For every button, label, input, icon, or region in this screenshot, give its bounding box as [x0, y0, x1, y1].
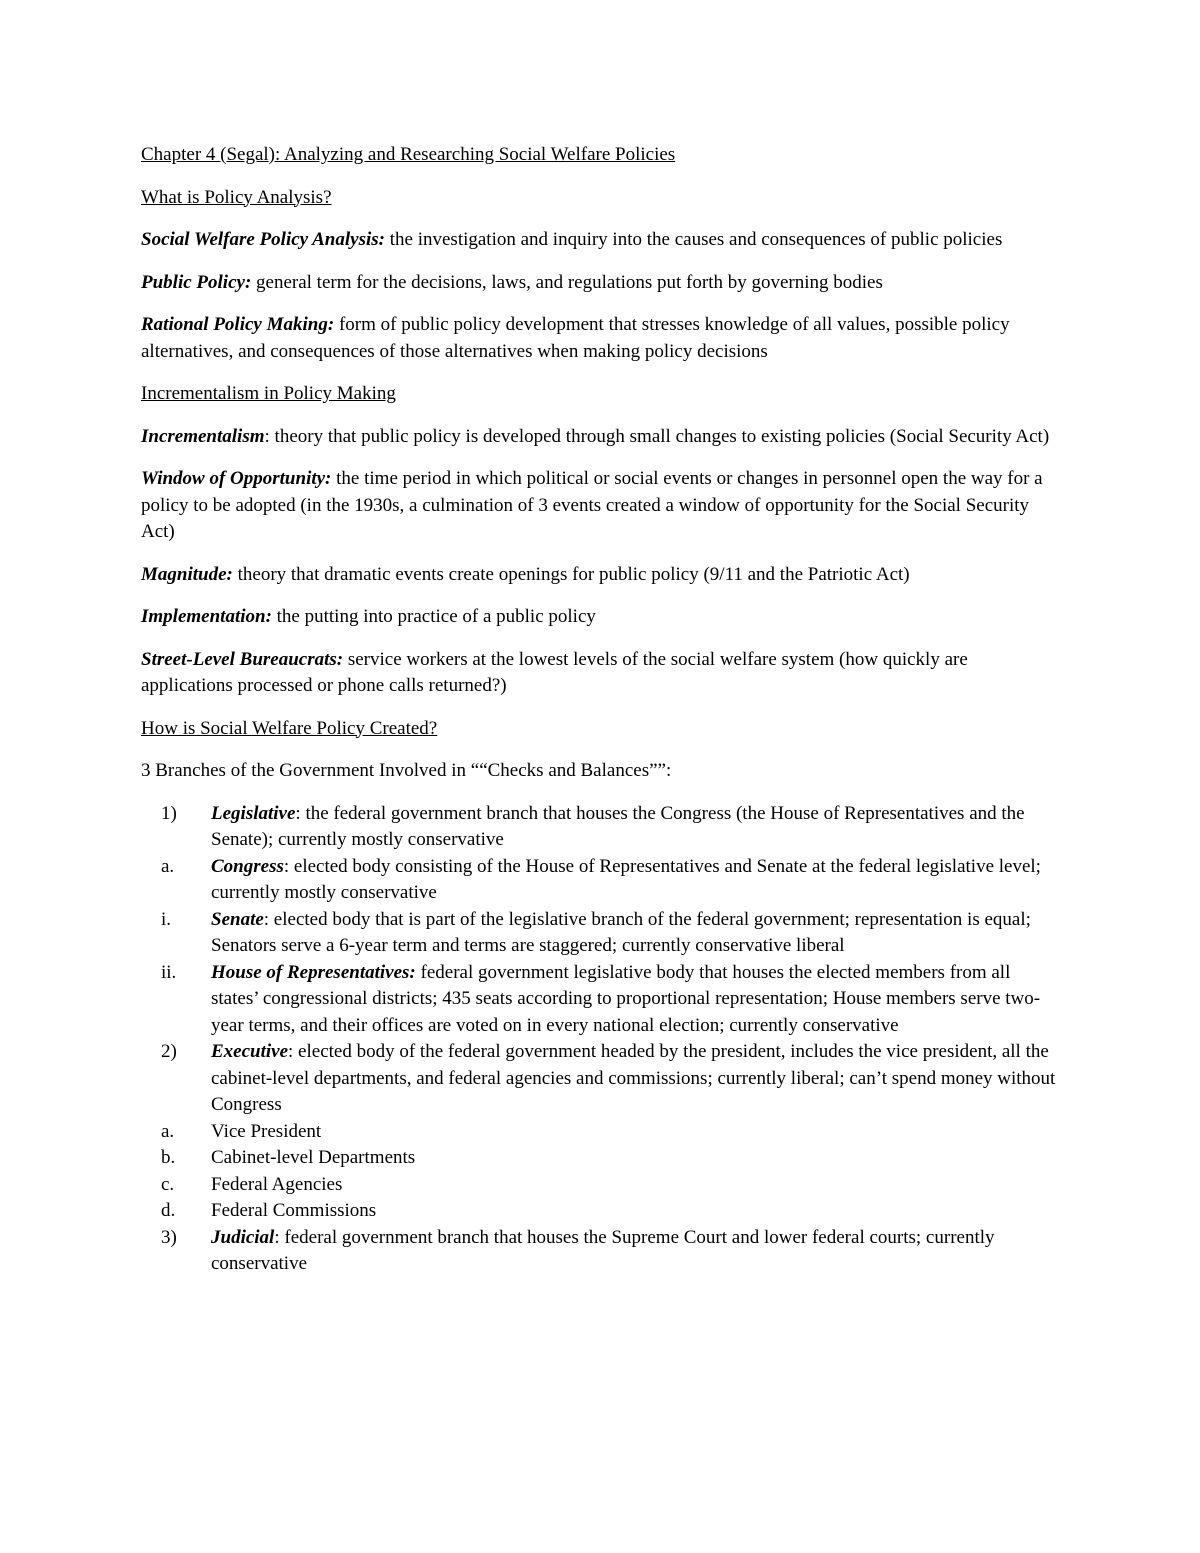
definition-street-level-bureaucrats: [141, 647, 1061, 700]
list-item-term: Executive: [211, 1041, 289, 1062]
list-marker: ii.: [161, 961, 177, 983]
definition-text: the time period in which political or social events or changes in personnel open the way for a policy to be adopted (in the 1930s, a culmination of 3 events created a window of opportunity for the Social Security Act): [141, 468, 1043, 542]
list-marker: a.: [161, 1120, 175, 1142]
definition-text: service workers at the lowest levels of the social welfare system (how quickly are applications processed or phone calls returned?): [141, 648, 968, 696]
list-item-text: : federal government branch that houses the Supreme Court and lower federal courts; currently conservative: [211, 1226, 995, 1274]
list-item-content: [211, 907, 1061, 960]
list-item-congress: [141, 854, 1061, 907]
definition-term: Rational Policy Making:: [141, 314, 335, 335]
section-heading-policy-analysis: What is Policy Analysis?: [141, 186, 332, 208]
list-item-cabinet: [141, 1145, 1061, 1172]
definition-text: the investigation and inquiry into the causes and consequences of public policies: [385, 229, 1003, 250]
section-heading-policy-created: How is Social Welfare Policy Created?: [141, 717, 438, 739]
document-page: [141, 142, 1061, 1278]
definition-text: theory that dramatic events create openings for public policy (9/11 and the Patriotic Act): [232, 563, 910, 585]
list-item-senate: [141, 907, 1061, 960]
definition-term: Window of Opportunity:: [141, 468, 332, 489]
list-item-commissions: [141, 1198, 1061, 1225]
definition-text: the putting into practice of a public policy: [271, 606, 596, 627]
list-item-legislative: [141, 801, 1061, 854]
definition-incrementalism: [141, 424, 1061, 451]
list-item-judicial: [141, 1225, 1061, 1278]
definition-rational-policy-making: [141, 312, 1061, 365]
section-heading-incrementalism: Incrementalism in Policy Making: [141, 383, 396, 404]
list-marker: 2): [161, 1041, 177, 1062]
definition-magnitude: [141, 562, 1061, 589]
list-marker: 1): [161, 802, 177, 824]
document-title: Chapter 4 (Segal): Analyzing and Researching Social Welfare Policies: [141, 144, 676, 165]
list-item-text: : elected body of the federal government headed by the president, includes the vice president, all the cabinet-level departments, and federal agencies and commissions; currently liberal; can’t spend money without Congress: [211, 1041, 1056, 1115]
list-item-house: [141, 960, 1061, 1040]
list-item-text: federal government legislative body that houses the elected members from all states’ congressional districts; 435 seats according to proportional representation; House members serve two-year terms, and their offices are voted on in every national election; currently conservative: [211, 961, 1041, 1036]
definition-term: Street-Level Bureaucrats:: [141, 648, 344, 670]
definition-text: general term for the decisions, laws, and regulations put forth by governing bodies: [251, 271, 883, 293]
list-marker: b.: [161, 1147, 176, 1168]
list-item-content: [211, 1039, 1061, 1119]
definition-text: : theory that public policy is developed through small changes to existing policies (Social Security Act): [264, 425, 1050, 447]
branches-list: [141, 801, 1061, 1278]
list-item-text: Federal Commissions: [211, 1200, 377, 1221]
list-marker: i.: [161, 908, 172, 930]
definition-public-policy: [141, 270, 1061, 297]
list-marker: c.: [161, 1173, 175, 1195]
list-item-term: Congress: [211, 855, 284, 877]
list-item-text: Federal Agencies: [211, 1173, 343, 1195]
definition-term: Incrementalism: [141, 425, 265, 447]
list-marker: 3): [161, 1226, 177, 1248]
list-marker: a.: [161, 855, 175, 877]
definition-text: form of public policy development that stresses knowledge of all values, possible policy alternatives, and consequences of those alternatives when making policy decisions: [141, 314, 1010, 362]
list-item-text: : elected body that is part of the legislative branch of the federal government; representation is equal; Senators serve a 6-year term and terms are staggered; currently conservative liberal: [211, 908, 1031, 956]
list-item-content: [211, 960, 1061, 1040]
list-item-agencies: [141, 1172, 1061, 1199]
definition-term: Magnitude:: [141, 563, 233, 585]
list-item-executive: [141, 1039, 1061, 1119]
list-item-term: House of Representatives:: [211, 961, 416, 983]
list-marker: d.: [161, 1200, 176, 1221]
branches-intro: 3 Branches of the Government Involved in ““Checks and Balances””:: [141, 760, 672, 781]
list-item-content: [211, 854, 1061, 907]
list-item-content: [211, 801, 1061, 854]
definition-social-welfare-policy-analysis: [141, 227, 1061, 254]
list-item-text: Cabinet-level Departments: [211, 1147, 416, 1168]
list-item-content: [211, 1225, 1061, 1278]
list-item-text: : the federal government branch that houses the Congress (the House of Representatives and the Senate); currently mostly conservative: [211, 802, 1025, 850]
list-item-term: Senate: [211, 908, 264, 930]
definition-implementation: [141, 604, 1061, 631]
list-item-text: : elected body consisting of the House of Representatives and Senate at the federal legislative level; currently mostly conservative: [211, 855, 1041, 903]
definition-term: Implementation:: [141, 606, 272, 627]
definition-term: Social Welfare Policy Analysis:: [141, 229, 385, 250]
list-item-term: Legislative: [211, 802, 296, 824]
list-item-text: Vice President: [211, 1120, 322, 1142]
list-item-term: Judicial: [211, 1226, 275, 1248]
definition-window-of-opportunity: [141, 466, 1061, 546]
list-item-vice-president: [141, 1119, 1061, 1146]
definition-term: Public Policy:: [141, 271, 252, 293]
